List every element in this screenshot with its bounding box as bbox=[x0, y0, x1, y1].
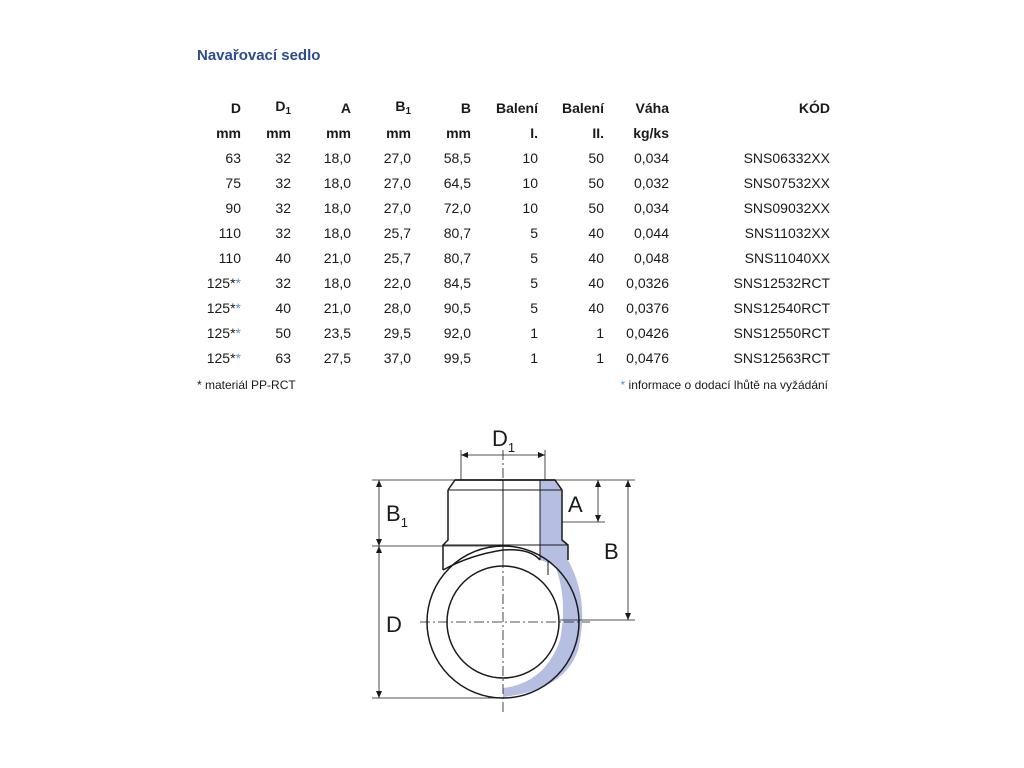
cell-baleni-2: 40 bbox=[588, 299, 604, 316]
a-arrow-top bbox=[595, 480, 601, 487]
header-kod: KÓD bbox=[798, 99, 830, 116]
cell-b1: 25,7 bbox=[383, 224, 411, 241]
cell-b: 92,0 bbox=[443, 324, 471, 341]
cell-kod: SNS12540RCT bbox=[733, 299, 830, 316]
cell-baleni-1: 5 bbox=[530, 299, 538, 316]
cell-d1: 50 bbox=[275, 324, 291, 341]
cell-kod: SNS11032XX bbox=[744, 224, 830, 241]
header-baleni-1: Balení bbox=[495, 99, 538, 116]
cell-d1: 32 bbox=[275, 224, 291, 241]
cell-b1: 37,0 bbox=[383, 349, 411, 366]
cell-b1: 27,0 bbox=[383, 149, 411, 166]
cell-b1: 28,0 bbox=[383, 299, 411, 316]
header-b1: $B_1$ bbox=[395, 98, 411, 117]
page-title: Navařovací sedlo bbox=[197, 47, 321, 64]
cell-vaha: 0,0376 bbox=[626, 299, 669, 316]
b-arrow-top bbox=[625, 480, 631, 487]
label-a: A bbox=[568, 492, 583, 517]
cell-baleni-1: 1 bbox=[530, 349, 538, 366]
footnote-material: * materiál PP-RCT bbox=[197, 378, 296, 392]
cell-a: 18,0 bbox=[323, 174, 351, 191]
cell-a: 27,5 bbox=[323, 349, 351, 366]
cell-vaha: 0,034 bbox=[633, 199, 669, 216]
cell-b1: 22,0 bbox=[383, 274, 411, 291]
cell-d: 125** bbox=[206, 324, 241, 341]
cell-vaha: 0,034 bbox=[633, 149, 669, 166]
cell-b: 64,5 bbox=[443, 174, 471, 191]
d1-arrow-right bbox=[538, 452, 545, 458]
cell-d: 125** bbox=[206, 349, 241, 366]
cell-baleni-2: 40 bbox=[588, 224, 604, 241]
cell-baleni-2: 1 bbox=[596, 349, 604, 366]
cell-d: 63 bbox=[225, 149, 241, 166]
cell-d1: 32 bbox=[275, 199, 291, 216]
b-arrow-bottom bbox=[625, 613, 631, 620]
cell-b: 99,5 bbox=[443, 349, 471, 366]
label-d1: $D_1$ bbox=[492, 426, 516, 455]
cell-d: 125** bbox=[206, 274, 241, 291]
delivery-mark: * bbox=[235, 299, 241, 316]
cell-d: 110 bbox=[218, 249, 241, 266]
header-vaha: Váha bbox=[635, 99, 669, 116]
cell-vaha: 0,0476 bbox=[626, 349, 669, 366]
cell-baleni-1: 1 bbox=[530, 324, 538, 341]
d-arrow-top bbox=[376, 546, 382, 553]
delivery-mark: * bbox=[235, 274, 241, 291]
cell-baleni-1: 5 bbox=[530, 224, 538, 241]
cell-d: 90 bbox=[225, 199, 241, 216]
header-baleni-2: Balení bbox=[561, 99, 604, 116]
a-arrow-bottom bbox=[595, 515, 601, 522]
cell-vaha: 0,0426 bbox=[626, 324, 669, 341]
material-mark: * bbox=[230, 324, 236, 341]
header-d: D bbox=[230, 99, 241, 116]
footnote-star: * bbox=[620, 378, 626, 392]
d1-arrow-left bbox=[461, 452, 468, 458]
delivery-mark: * bbox=[235, 349, 241, 366]
cell-baleni-1: 5 bbox=[530, 274, 538, 291]
material-mark: * bbox=[230, 274, 236, 291]
cell-a: 21,0 bbox=[323, 249, 351, 266]
footnote-delivery: * informace o dodací lhůtě na vyžádání bbox=[620, 378, 828, 392]
unit-d: mm bbox=[216, 124, 241, 141]
cell-a: 18,0 bbox=[323, 274, 351, 291]
cell-kod: SNS07532XX bbox=[743, 174, 830, 191]
cell-vaha: 0,0326 bbox=[626, 274, 669, 291]
unit-b1: mm bbox=[386, 124, 411, 141]
cell-a: 18,0 bbox=[323, 199, 351, 216]
cell-b: 90,5 bbox=[443, 299, 471, 316]
cell-b1: 27,0 bbox=[383, 174, 411, 191]
unit-b: mm bbox=[446, 124, 471, 141]
cell-b: 80,7 bbox=[443, 224, 471, 241]
cell-kod: SNS11040XX bbox=[744, 249, 830, 266]
unit-baleni-1: I. bbox=[530, 124, 538, 141]
d-arrow-bottom bbox=[376, 691, 382, 698]
cell-d: 75 bbox=[225, 174, 241, 191]
cell-vaha: 0,044 bbox=[633, 224, 669, 241]
b1-arrow-bottom bbox=[376, 539, 382, 546]
cell-kod: SNS12563RCT bbox=[733, 349, 830, 366]
material-mark: * bbox=[230, 299, 236, 316]
cell-a: 21,0 bbox=[323, 299, 351, 316]
cell-baleni-2: 40 bbox=[588, 274, 604, 291]
cell-b1: 27,0 bbox=[383, 199, 411, 216]
unit-baleni-2: II. bbox=[592, 124, 604, 141]
cell-baleni-1: 5 bbox=[530, 249, 538, 266]
cell-d1: 40 bbox=[275, 299, 291, 316]
cell-d: 125** bbox=[206, 299, 241, 316]
cell-baleni-1: 10 bbox=[522, 199, 538, 216]
cell-d1: 32 bbox=[275, 274, 291, 291]
cell-kod: SNS12532RCT bbox=[733, 274, 830, 291]
cell-d1: 32 bbox=[275, 174, 291, 191]
cell-a: 18,0 bbox=[323, 149, 351, 166]
label-b: B bbox=[604, 539, 619, 564]
cell-d1: 63 bbox=[275, 349, 291, 366]
cell-vaha: 0,032 bbox=[633, 174, 669, 191]
cell-vaha: 0,048 bbox=[633, 249, 669, 266]
cell-a: 23,5 bbox=[323, 324, 351, 341]
unit-vaha: kg/ks bbox=[633, 124, 669, 141]
cell-a: 18,0 bbox=[323, 224, 351, 241]
cell-baleni-1: 10 bbox=[522, 149, 538, 166]
header-a: A bbox=[340, 99, 351, 116]
label-d: D bbox=[386, 612, 402, 637]
cell-d1: 40 bbox=[275, 249, 291, 266]
cell-b: 80,7 bbox=[443, 249, 471, 266]
cell-kod: SNS12550RCT bbox=[733, 324, 830, 341]
cell-baleni-2: 1 bbox=[596, 324, 604, 341]
cell-baleni-1: 10 bbox=[522, 174, 538, 191]
unit-a: mm bbox=[326, 124, 351, 141]
cell-d1: 32 bbox=[275, 149, 291, 166]
cell-b1: 29,5 bbox=[383, 324, 411, 341]
unit-d1: mm bbox=[266, 124, 291, 141]
cell-d: 110 bbox=[218, 224, 241, 241]
cell-baleni-2: 40 bbox=[588, 249, 604, 266]
cell-kod: SNS09032XX bbox=[743, 199, 830, 216]
cell-b: 72,0 bbox=[443, 199, 471, 216]
header-d1: $D_1$ bbox=[275, 98, 291, 117]
cell-b1: 25,7 bbox=[383, 249, 411, 266]
cell-baleni-2: 50 bbox=[588, 149, 604, 166]
b1-arrow-top bbox=[376, 480, 382, 487]
cell-kod: SNS06332XX bbox=[743, 149, 830, 166]
header-b: B bbox=[460, 99, 471, 116]
cell-b: 58,5 bbox=[443, 149, 471, 166]
label-b1: $B_1$ bbox=[386, 501, 408, 530]
material-mark: * bbox=[230, 349, 236, 366]
cell-baleni-2: 50 bbox=[588, 174, 604, 191]
delivery-mark: * bbox=[235, 324, 241, 341]
cell-b: 84,5 bbox=[443, 274, 471, 291]
cell-baleni-2: 50 bbox=[588, 199, 604, 216]
